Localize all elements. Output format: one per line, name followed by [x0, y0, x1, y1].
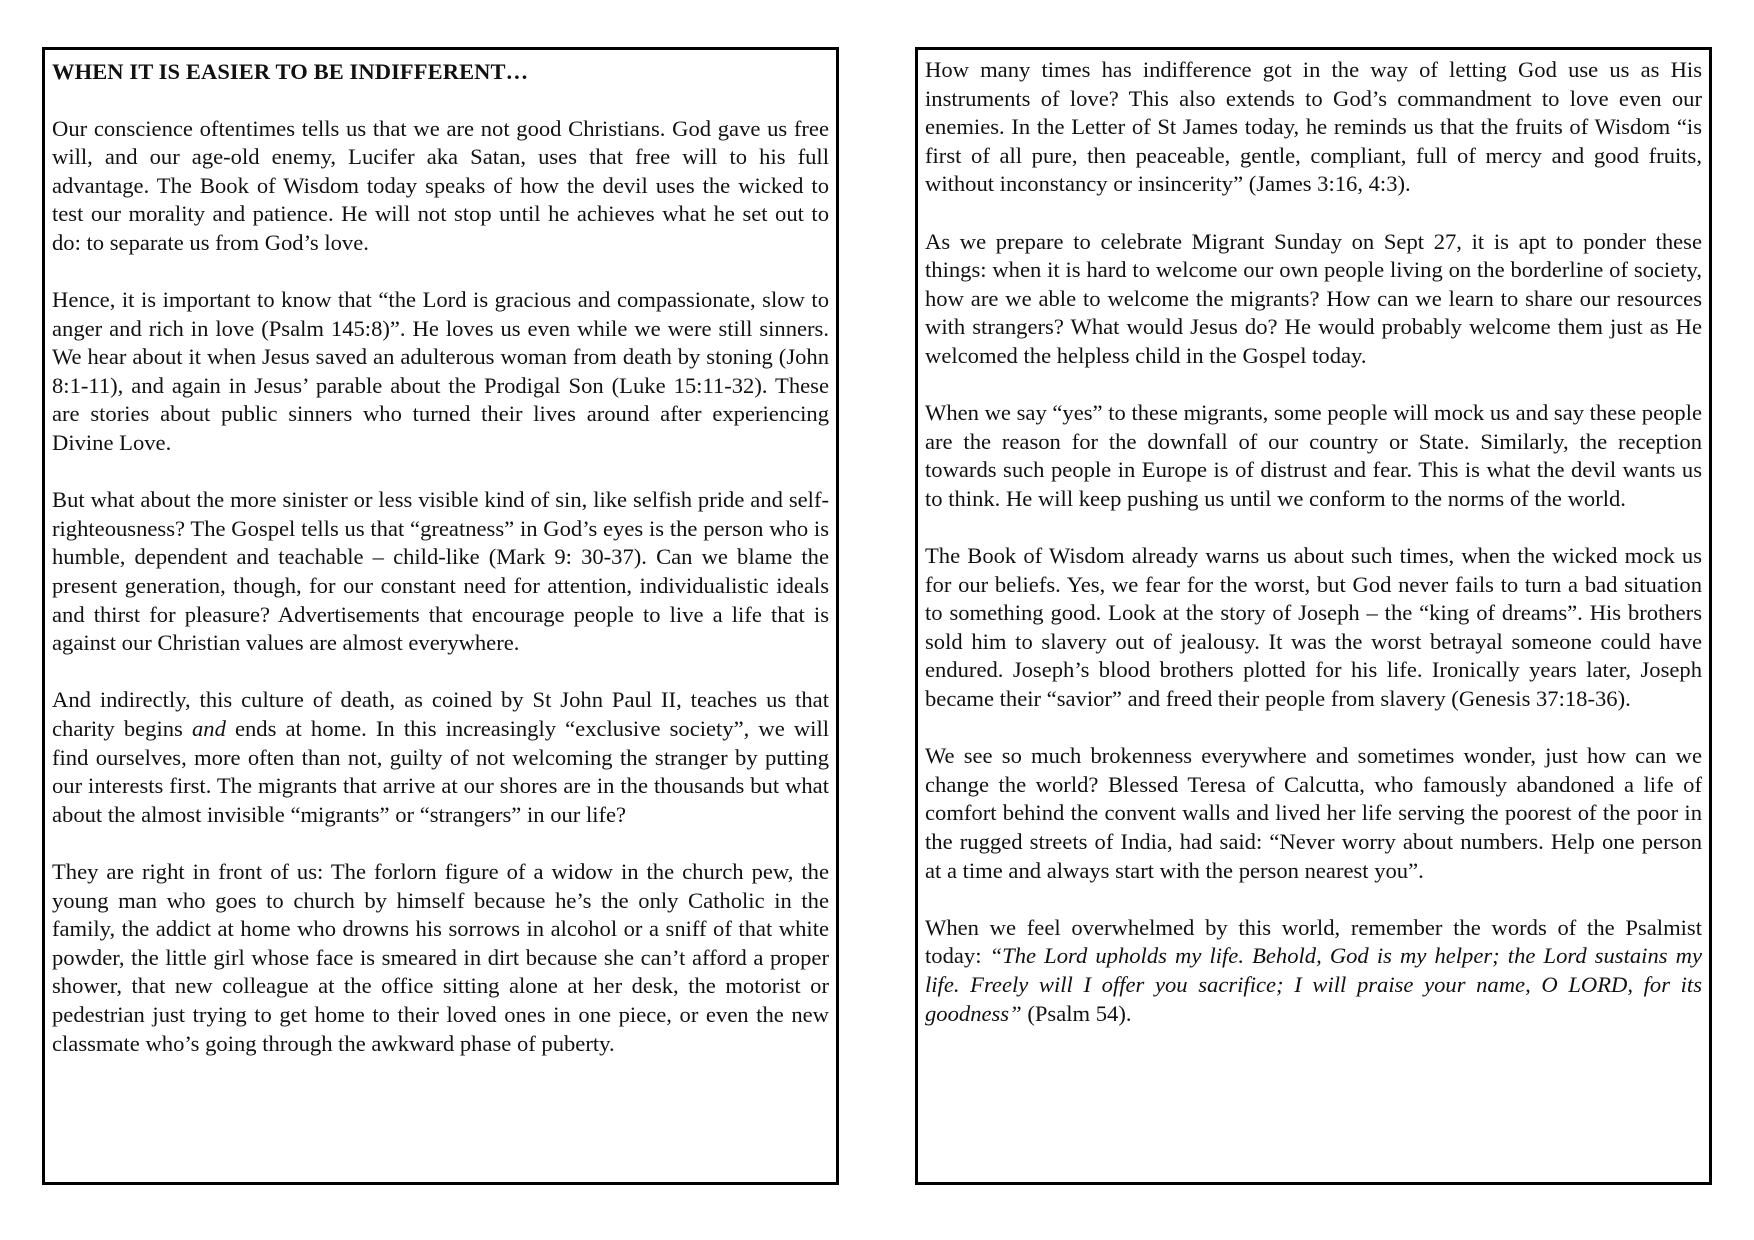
text-segment: When we feel overwhelmed by this world, remember the words of the Psalmist today:: [925, 914, 1702, 969]
text-segment: We see so much brokenness everywhere and sometimes wonder, just how can we change the world? Blessed Teresa of Calcutta, who famously abandoned a life of comfort behind the convent walls and lived her life serving the poorest of the poor in the rugged streets of India, had said: “Never worry about numbers. Help one person at a time and always start with the person nearest you”.: [925, 743, 1702, 883]
emphasis-text: and: [191, 715, 226, 741]
paragraph-brokenness: [925, 742, 1702, 885]
paragraph-book-of-wisdom: [925, 542, 1702, 714]
text-segment: The Book of Wisdom already warns us about such times, when the wicked mock us for our beliefs. Yes, we fear for the worst, but God never fails to turn a bad situation to something good. Look at the story of Joseph – the “king of dreams”. His brothers sold him to slavery out of jealousy. It was the worst betrayal someone could have endured. Joseph’s blood brothers plotted for his life. Ironically years later, Joseph became their “savior” and freed their people from slavery (Genesis 37:18-36).: [925, 543, 1702, 712]
paragraph-culture-of-death: [52, 686, 829, 829]
text-segment: And indirectly, this culture of death, as coined by St John Paul II, teaches us that charity begins: [52, 687, 829, 741]
text-segment: ends at home. In this increasingly “exclusive society”, we will find ourselves, more often than not, guilty of not welcoming the stranger by putting our interests first. The migrants that arrive at our shores are in the thousands but what about the almost invisible “migrants” or “strangers” in our life?: [52, 715, 830, 827]
paragraph-free-will: [52, 115, 829, 258]
text-segment: As we prepare to celebrate Migrant Sunday on Sept 27, it is apt to ponder these things: when it is hard to welcome our own people living on the borderline of society, how are we able to welcome the migrants? How can we learn to share our resources with strangers? What would Jesus do? He would probably welcome them just as He welcomed the helpless child in the Gospel today.: [925, 228, 1702, 368]
text-segment: When we say “yes” to these migrants, some people will mock us and say these people are the reason for the downfall of our country or State. Similarly, the reception towards such people in Europe is of distrust and fear. This is what the devil wants us to think. He will keep pushing us until we conform to the norms of the world.: [925, 400, 1702, 511]
paragraph-psalmist: [925, 914, 1702, 1028]
text-segment: Our conscience oftentimes tells us that we are not good Christians. God gave us free will, and our age-old enemy, Lucifer aka Satan, uses that free will to his full advantage. The Book of Wisdom today speaks of how the devil uses the wicked to test our morality and patience. He will not stop until he achieves what he set out to do: to separate us from God’s love.: [52, 115, 829, 255]
text-segment: Hence, it is important to know that “the Lord is gracious and compassionate, slow to anger and rich in love (Psalm 145:8)”. He loves us even while we were still sinners. We hear about it when Jesus saved an adulterous woman from death by stoning (John 8:1-11), and again in Jesus’ parable about the Prodigal Son (Luke 15:11-32). These are stories about public sinners who turned their lives around after experiencing Divine Love.: [52, 287, 829, 456]
text-segment: But what about the more sinister or less visible kind of sin, like selfish pride and self-righteousness? The Gospel tells us that “greatness” in God’s eyes is the person who is humble, dependent and teachable – child-like (Mark 9: 30-37). Can we blame the present generation, though, for our constant need for attention, individualistic ideals and thirst for pleasure? Advertisements that encourage people to live a life that is against our Christian values are almost everywhere.: [52, 487, 829, 656]
left-article-box: [42, 47, 839, 1185]
paragraph-sinister-sin: [52, 486, 829, 658]
right-article-box: [915, 47, 1712, 1185]
paragraph-indifference: [925, 56, 1702, 199]
text-segment: How many times has indifference got in the way of letting God use us as His instruments of love? This also extends to God’s commandment to love even our enemies. In the Letter of St James today, he reminds us that the fruits of Wisdom “is first of all pure, then peaceable, gentle, compliant, full of mercy and good fruits, without inconstancy or insincerity” (James 3:16, 4:3).: [925, 57, 1702, 197]
article-heading: WHEN IT IS EASIER TO BE INDIFFERENT…: [52, 59, 529, 84]
paragraph-migrant-sunday: [925, 228, 1702, 371]
paragraph-gracious-lord: [52, 286, 829, 458]
psalm-quote: “The Lord upholds my life. Behold, God is my helper; the Lord sustains my life. Freely will I offer you sacrifice; I will praise your name, O LORD, for its goodness”: [925, 943, 1702, 1026]
paragraph-right-in-front: [52, 858, 829, 1058]
text-segment: They are right in front of us: The forlorn figure of a widow in the church pew, the young man who goes to church by himself because he’s the only Catholic in the family, the addict at home who drowns his sorrows in alcohol or a sniff of that white powder, the little girl whose face is smeared in dirt because she can’t afford a proper shower, that new colleague at the office sitting alone at her desk, the motorist or pedestrian just trying to get home to their loved ones in one piece, or even the new classmate who’s going through the awkward phase of puberty.: [52, 858, 829, 1056]
paragraph-say-yes: [925, 399, 1702, 513]
psalm-citation: (Psalm 54).: [1021, 1000, 1132, 1026]
